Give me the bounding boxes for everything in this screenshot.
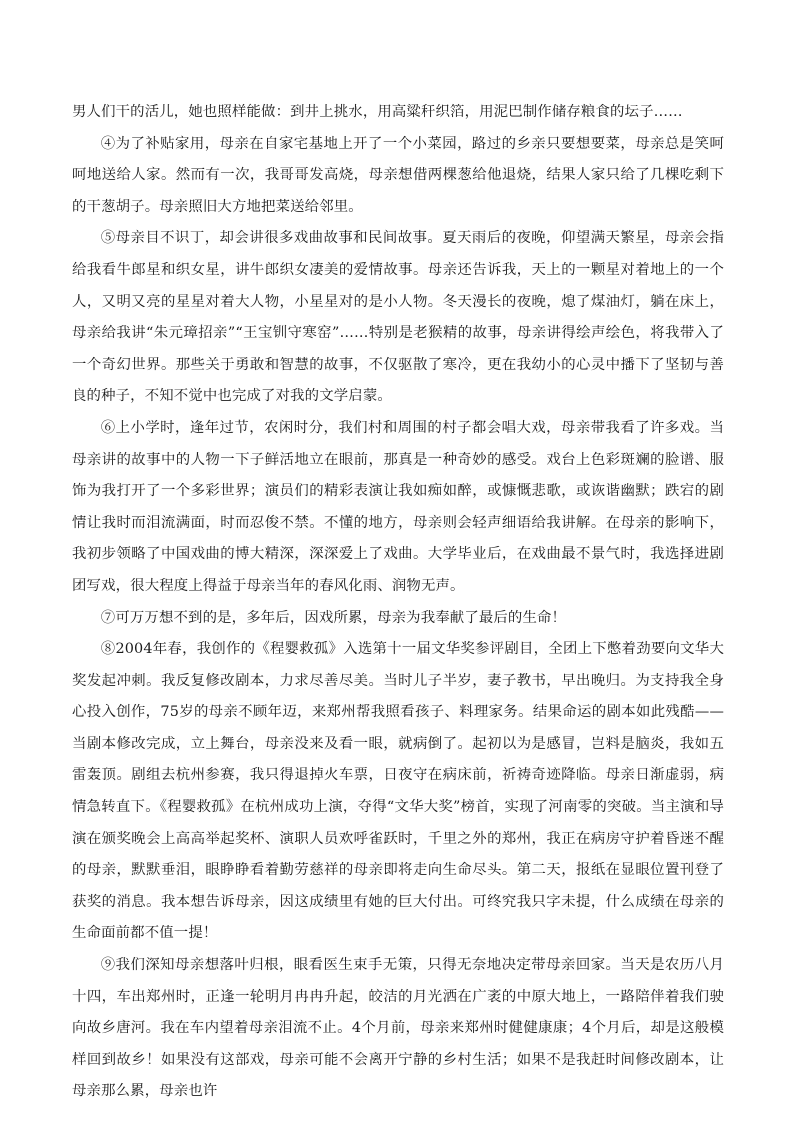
paragraph-7: ⑦可万万想不到的是，多年后，因戏所累，母亲为我奉献了最后的生命！ <box>100 609 567 626</box>
article-body <box>72 97 724 1108</box>
paragraph-4: ④为了补贴家用，母亲在自家宅基地上开了一个小菜园，路过的乡亲只要想要菜，母亲总是笑呵呵地送给人家。然而有一次，我哥哥发高烧，母亲想借两棵葱给他退烧，结果人家只给了几棵吃剩下的干葱胡子。母亲照旧大方地把菜送给邻里。 <box>72 135 724 215</box>
paragraph-5: ⑤母亲目不识丁，却会讲很多戏曲故事和民间故事。夏天雨后的夜晚，仰望满天繁星，母亲会指给我看牛郎星和织女星，讲牛郎织女凄美的爱情故事。母亲还告诉我，天上的一颗星对着地上的一个人，又明又亮的星星对着大人物，小星星对的是小人物。冬天漫长的夜晚，熄了煤油灯，躺在床上，母亲给我讲“朱元璋招亲”“王宝钏守寒窑”……特别是老猴精的故事，母亲讲得绘声绘色，将我带入了一个奇幻世界。那些关于勇敢和智慧的故事，不仅驱散了寒冷，更在我幼小的心灵中播下了坚韧与善良的种子，不知不觉中也完成了对我的文学启蒙。 <box>72 230 724 405</box>
paragraph-3-continued: 男人们干的活儿，她也照样能做：到井上挑水，用高粱秆织箔，用泥巴制作储存粮食的坛子…… <box>72 104 683 120</box>
paragraph-9: ⑨我们深知母亲想落叶归根，眼看医生束手无策，只得无奈地决定带母亲回家。当天是农历八月十四，车出郑州时，正逢一轮明月冉冉升起，皎洁的月光洒在广袤的中原大地上，一路陪伴着我们驶向故乡唐河。我在车内望着母亲泪流不止。4个月前，母亲来郑州时健健康康；4个月后，却是这般模样回到故乡！如果没有这部戏，母亲可能不会离开宁静的乡村生活；如果不是我赶时间修改剧本，让母亲那么累，母亲也许 <box>72 957 724 1100</box>
document-page <box>72 0 724 1123</box>
paragraph-8: ⑧2004年春，我创作的《程婴救孤》入选第十一届文华奖参评剧目，全团上下憋着劲要向文华大奖发起冲刺。我反复修改剧本，力求尽善尽美。当时儿子半岁，妻子教书，早出晚归。为支持我全身心投入创作，75岁的母亲不顾年迈，来郑州帮我照看孩子、料理家务。结果命运的剧本如此残酷——当剧本修改完成，立上舞台，母亲没来及看一眼，就病倒了。起初以为是感冒，岂料是脑炎，我如五雷轰顶。剧组去杭州参赛，我只得退掉火车票，日夜守在病床前，祈祷奇迹降临。母亲日渐虚弱，病情急转直下。《程婴救孤》在杭州成功上演，夺得“文华大奖”榜首，实现了河南零的突破。当主演和导演在颁奖晚会上高高举起奖杯、演职人员欢呼雀跃时，千里之外的郑州，我正在病房守护着昏迷不醒的母亲，默默垂泪，眼睁睁看着勤劳慈祥的母亲即将走向生命尽头。第二天，报纸在显眼位置刊登了获奖的消息。我本想告诉母亲，因这成绩里有她的巨大付出。可终究我只字未提，什么成绩在母亲的生命面前都不值一提！ <box>72 641 724 942</box>
paragraph-6: ⑥上小学时，逢年过节，农闲时分，我们村和周围的村子都会唱大戏，母亲带我看了许多戏。当母亲讲的故事中的人物一下子鲜活地立在眼前，那真是一种奇妙的感受。戏台上色彩斑斓的脸谱、服饰为我打开了一个多彩世界；演员们的精彩表演让我如痴如醉，或慷慨悲歌，或诙谐幽默；跌宕的剧情让我时而泪流满面，时而忍俊不禁。不懂的地方，母亲则会轻声细语给我讲解。在母亲的影响下，我初步领略了中国戏曲的博大精深，深深爱上了戏曲。大学毕业后，在戏曲最不景气时，我选择进剧团写戏，很大程度上得益于母亲当年的春风化雨、润物无声。 <box>72 419 724 594</box>
